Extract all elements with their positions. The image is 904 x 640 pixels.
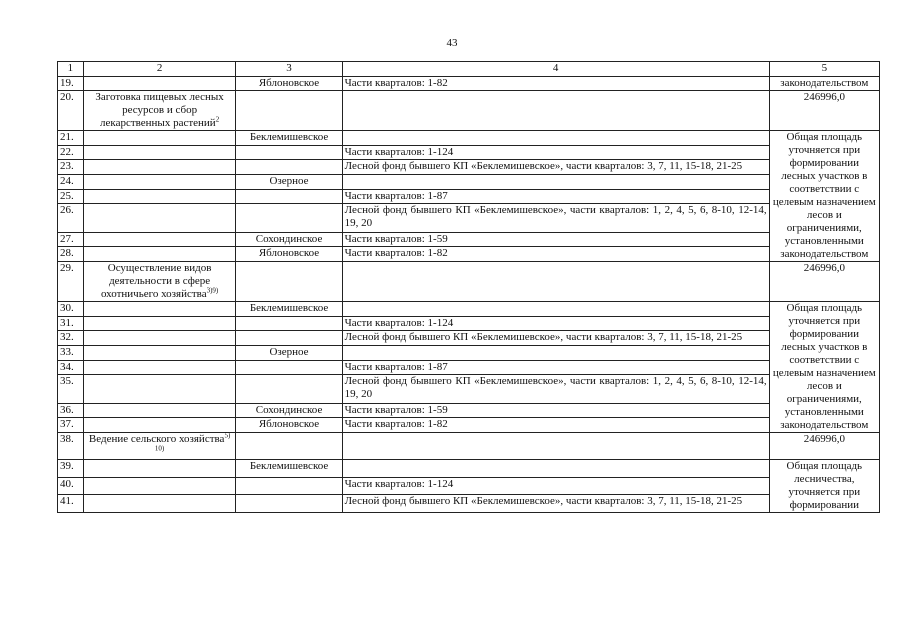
table-row [58,418,880,433]
footnote-mark: 2 [215,115,220,124]
activity-cell [83,160,236,175]
activity-cell [83,433,236,460]
activity-cell [83,302,236,317]
activity-cell [83,403,236,418]
column-header: 4 [342,62,769,77]
forestry-cell: Беклемишевское [236,460,342,478]
table-row [58,302,880,317]
forestry-cell [236,477,342,495]
forestry-cell: Беклемишевское [236,131,342,146]
row-number: 32. [58,331,84,346]
table-row [58,460,880,478]
area-cell: Части кварталов: 1-82 [342,77,769,91]
note-cell: Общая площадь лесничества, уточняется при формировании [769,460,879,513]
row-number: 33. [58,346,84,361]
row-number: 39. [58,460,84,478]
activity-cell [83,316,236,331]
table-row [58,160,880,175]
table-row [58,77,880,91]
row-number: 19. [58,77,84,91]
total-area-cell: 246996,0 [769,262,879,302]
activity-cell [83,375,236,403]
forestry-cell: Беклемишевское [236,302,342,317]
row-number: 34. [58,360,84,375]
activity-cell [83,495,236,513]
area-cell: Части кварталов: 1-59 [342,403,769,418]
forestry-cell [236,160,342,175]
row-number: 24. [58,175,84,190]
area-cell [342,91,769,131]
table-row [58,360,880,375]
row-number: 30. [58,302,84,317]
activity-cell [83,77,236,91]
row-number: 28. [58,247,84,262]
activity-cell [83,477,236,495]
area-cell: Части кварталов: 1-124 [342,145,769,160]
row-number: 25. [58,189,84,204]
area-cell [342,460,769,478]
forestry-cell: Яблоновское [236,247,342,262]
area-cell: Лесной фонд бывшего КП «Беклемишевское», части кварталов: 3, 7, 11, 15-18, 21-25 [342,160,769,175]
activity-cell [83,418,236,433]
table-row [58,204,880,232]
area-cell: Части кварталов: 1-82 [342,247,769,262]
row-number: 35. [58,375,84,403]
row-number: 40. [58,477,84,495]
forestry-cell [236,360,342,375]
forestry-cell [236,495,342,513]
forestry-cell: Озерное [236,175,342,190]
page-number: 43 [446,37,458,49]
table-row [58,375,880,403]
row-number: 38. [58,433,84,460]
row-number: 22. [58,145,84,160]
row-number: 37. [58,418,84,433]
activity-name: Ведение сельского хозяйства [88,433,225,445]
forestry-cell [236,433,342,460]
area-cell: Лесной фонд бывшего КП «Беклемишевское», части кварталов: 3, 7, 11, 15-18, 21-25 [342,495,769,513]
area-cell: Части кварталов: 1-59 [342,232,769,247]
activity-cell [83,131,236,146]
area-cell [342,262,769,302]
area-cell: Части кварталов: 1-87 [342,189,769,204]
activity-cell [83,189,236,204]
note-cell: Общая площадь уточняется при формировании лесных участков в соответствии с целевым назначением лесов и ограничениями, установленными законодательством [769,302,879,433]
table-row [58,91,880,131]
row-number: 36. [58,403,84,418]
forestry-cell: Яблоновское [236,77,342,91]
activity-cell [83,91,236,131]
area-cell: Лесной фонд бывшего КП «Беклемишевское», части кварталов: 1, 2, 4, 5, 6, 8-10, 12-14, 19, 20 [342,375,769,403]
activity-cell [83,247,236,262]
column-header: 3 [236,62,342,77]
table-row [58,403,880,418]
table-row [58,145,880,160]
table-row [58,316,880,331]
table-row [58,495,880,513]
area-cell [342,346,769,361]
activity-cell [83,360,236,375]
area-cell [342,302,769,317]
activity-cell [83,232,236,247]
activity-cell [83,346,236,361]
area-cell: Лесной фонд бывшего КП «Беклемишевское», части кварталов: 3, 7, 11, 15-18, 21-25 [342,331,769,346]
total-area-cell: 246996,0 [769,433,879,460]
forestry-table [57,61,880,513]
activity-name: Заготовка пищевых лесных ресурсов и сбор лекарственных растений [95,91,224,129]
forestry-cell: Сохондинское [236,232,342,247]
total-area-cell: 246996,0 [769,91,879,131]
footnote-mark: 3)9) [206,286,219,295]
row-number: 31. [58,316,84,331]
forestry-cell [236,375,342,403]
row-number: 41. [58,495,84,513]
row-number: 23. [58,160,84,175]
forestry-cell: Озерное [236,346,342,361]
activity-cell [83,331,236,346]
forestry-cell [236,331,342,346]
area-cell: Части кварталов: 1-82 [342,418,769,433]
note-cell: Общая площадь уточняется при формировании лесных участков в соответствии с целевым назначением лесов и ограничениями, установленными законодательством [769,131,879,262]
table-row [58,189,880,204]
area-cell: Лесной фонд бывшего КП «Беклемишевское», части кварталов: 1, 2, 4, 5, 6, 8-10, 12-14, 19, 20 [342,204,769,232]
activity-name: Осуществление видов деятельности в сфере охотничьего хозяйства [100,262,212,300]
row-number: 29. [58,262,84,302]
row-number: 20. [58,91,84,131]
area-cell [342,433,769,460]
forestry-cell [236,204,342,232]
table-row [58,247,880,262]
activity-cell [83,204,236,232]
area-cell [342,175,769,190]
forestry-cell [236,262,342,302]
forestry-cell: Сохондинское [236,403,342,418]
area-cell: Части кварталов: 1-124 [342,316,769,331]
activity-cell [83,145,236,160]
table-row [58,433,880,460]
column-header: 2 [83,62,236,77]
forestry-cell [236,91,342,131]
table-row [58,262,880,302]
table-row [58,232,880,247]
row-number: 27. [58,232,84,247]
table-row [58,346,880,361]
forestry-cell: Яблоновское [236,418,342,433]
column-header: 5 [769,62,879,77]
row-number: 21. [58,131,84,146]
column-header: 1 [58,62,84,77]
column-header-row [58,62,880,77]
forestry-cell [236,145,342,160]
table-row [58,477,880,495]
activity-cell [83,175,236,190]
table-row [58,331,880,346]
area-cell: Части кварталов: 1-124 [342,477,769,495]
area-cell [342,131,769,146]
table-row [58,175,880,190]
forestry-cell [236,189,342,204]
row-number: 26. [58,204,84,232]
note-cell: законодательством [769,77,879,91]
area-cell: Части кварталов: 1-87 [342,360,769,375]
activity-cell [83,262,236,302]
footnote-mark: 5) 10) [154,431,231,453]
forestry-cell [236,316,342,331]
activity-cell [83,460,236,478]
table-row [58,131,880,146]
